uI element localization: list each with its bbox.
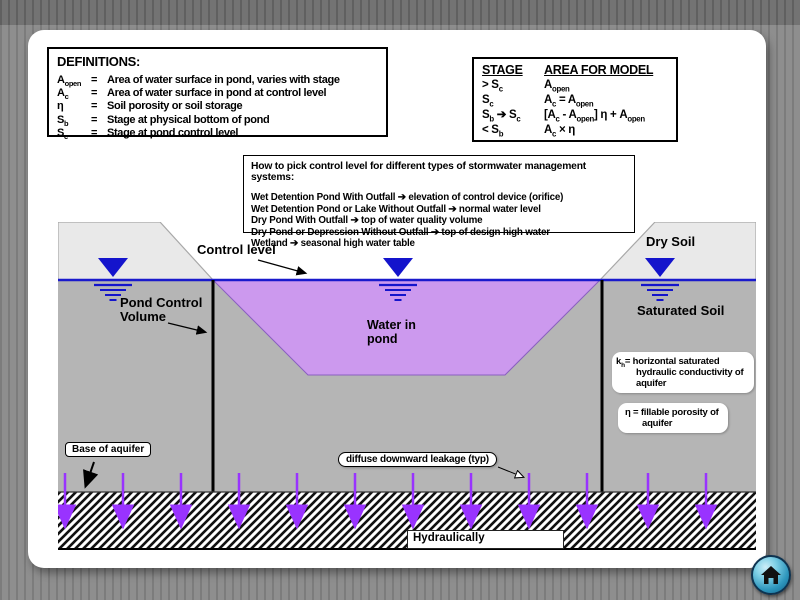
howto-line: Dry Pond or Depression Without Outfall ➔ top of design high water [251, 226, 550, 238]
definition-row: $S_b$ = Stage at physical bottom of pond [57, 113, 270, 128]
stage-column-header: STAGE [482, 63, 523, 77]
definitions-box [47, 47, 388, 141]
kh-conductivity-callout: $k_h=$ horizontal saturated hydraulic conductivity of aquifer [612, 352, 754, 393]
stage-table-row: $S_b$ ➔ $S_c$ $[A_c - A_{open}] \eta + A_{open}$ [482, 109, 645, 124]
definition-row: $A_{open}$ = Area of water surface in pond, varies with stage [57, 74, 340, 89]
saturated-soil-label: Saturated Soil [637, 303, 725, 318]
definition-term: $A_{open}$ [57, 74, 82, 89]
definition-text: Area of water surface in pond at control level [107, 87, 327, 100]
base-of-aquifer-callout: Base of aquifer [65, 442, 151, 457]
control-level-label: Control level [197, 242, 276, 257]
definition-term: η [57, 100, 64, 113]
stage-table-header [482, 63, 668, 78]
definition-text: Stage at pond control level [107, 126, 239, 139]
home-icon [760, 565, 782, 585]
dry-soil-label: Dry Soil [646, 234, 696, 249]
definition-text: Soil porosity or soil storage [107, 100, 243, 113]
stage-table-row: $S_c$ $A_c = A_{open}$ [482, 94, 594, 109]
howto-title: How to pick control level for different types of stormwater management systems: [251, 161, 587, 183]
definition-text: Stage at physical bottom of pond [107, 113, 270, 126]
area-column-header: AREA FOR MODEL [544, 63, 654, 77]
definition-row: $A_c$ = Area of water surface in pond at control level [57, 87, 327, 102]
control-level-arrow [258, 260, 305, 273]
definition-row: $S_c$ = Stage at pond control level [57, 126, 239, 141]
hydraulically-label-box: Hydraulically [407, 530, 564, 549]
definition-term: $A_c$ [57, 87, 69, 102]
howto-line: Wet Detention Pond or Lake Without Outfall ➔ normal water level [251, 203, 541, 215]
definition-term: $S_b$ [57, 113, 69, 128]
stage-area-box [472, 57, 678, 142]
home-button[interactable] [751, 555, 791, 595]
water-in-pond-label: Water in pond [367, 318, 416, 346]
definition-term: $S_c$ [57, 126, 68, 141]
fillable-porosity-callout: η = fillable porosity of aquifer [618, 403, 728, 433]
stage-table-row: < $S_b$ $A_c \times \eta$ [482, 124, 575, 139]
slide [28, 30, 766, 568]
howto-line: Dry Pond With Outfall ➔ top of water quality volume [251, 215, 483, 227]
definition-row: η = Soil porosity or soil storage [57, 100, 243, 113]
pond-control-volume-label: Pond Control Volume [120, 295, 203, 324]
howto-line: Wet Detention Pond With Outfall ➔ elevation of control device (orifice) [251, 192, 564, 203]
top-band [0, 0, 800, 25]
diffuse-leakage-callout: diffuse downward leakage (typ) [338, 452, 497, 467]
howto-line: Wetland ➔ seasonal high water table [251, 238, 415, 250]
right-upland-region [600, 222, 756, 280]
left-upland-region [58, 222, 213, 280]
stage-table-row: > $S_c$ $A_{open}$ [482, 79, 570, 94]
definition-text: Area of water surface in pond, varies with stage [107, 74, 340, 86]
definitions-title: DEFINITIONS: [57, 54, 141, 69]
